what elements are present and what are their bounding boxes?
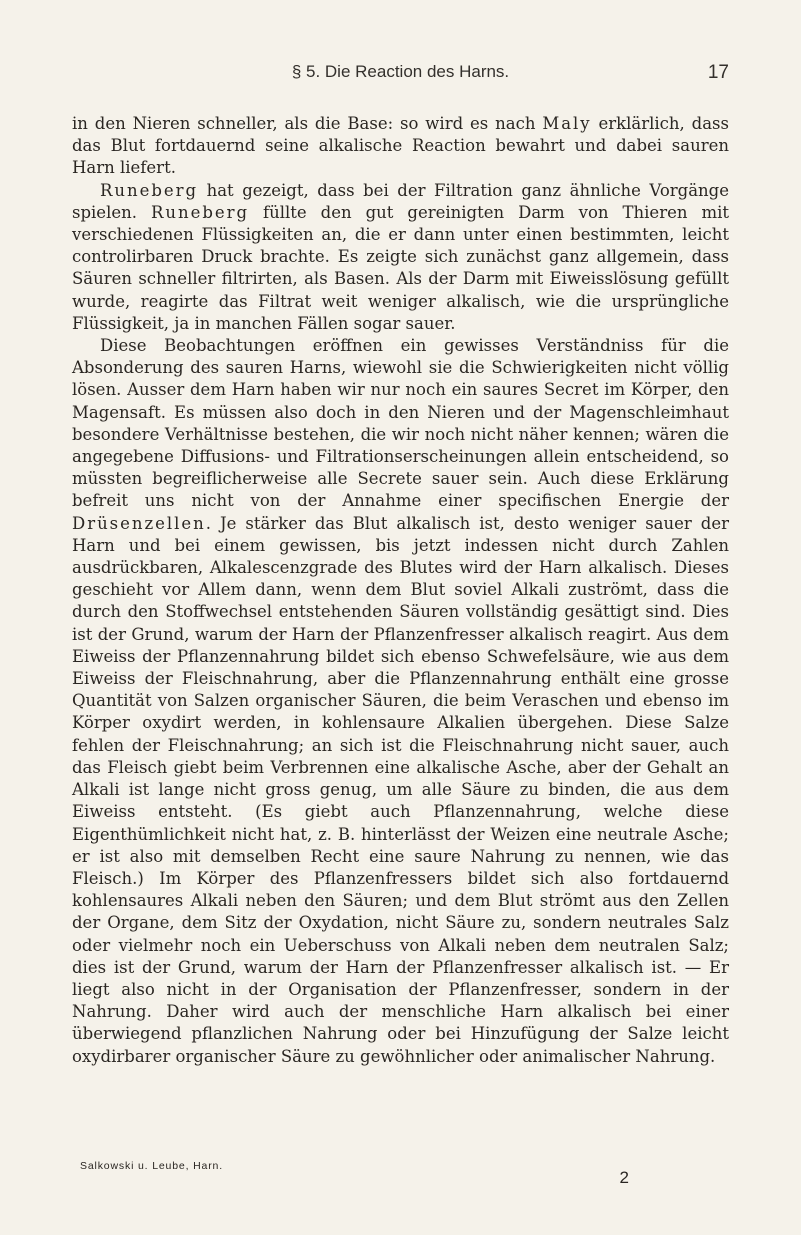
text-run: hat gezeigt, dass bei der Filtration ganz ähnliche Vorgänge spielen. <box>72 180 729 222</box>
text-run: erklärlich, dass das Blut fortdauernd seine alkalische Reaction bewahrt und dabei sauren Harn liefert. <box>72 114 729 178</box>
paragraph <box>72 113 729 180</box>
page-number: 17 <box>707 62 729 83</box>
spaced-name: Maly <box>542 114 592 133</box>
paragraph <box>72 335 729 1068</box>
signature-line: Salkowski u. Leube, Harn. <box>80 1160 223 1172</box>
page-footer <box>72 1160 729 1190</box>
sheet-mark: 2 <box>619 1168 629 1187</box>
text-run: füllte den gut gereinigten Darm von Thieren mit verschiedenen Flüssigkeiten an, die er dann unter einen bestimmten, leicht controlirbaren Druck brachte. Es zeigte sich zunächst ganz allgemein, dass Säuren schneller filtrirten, als Basen. Als der Darm mit Eiweisslösung gefüllt wurde, reagirte das Filtrat weit weniger alkalisch, wie die ursprüngliche Flüssigkeit, ja in manchen Fällen sogar sauer. <box>72 202 729 333</box>
spaced-name: Runeberg <box>100 180 199 200</box>
spaced-name: Runeberg <box>150 202 250 222</box>
text-run: in den Nieren schneller, als die Base: so wird es nach <box>72 114 543 133</box>
running-header <box>72 62 729 88</box>
text-run: Diese Beobachtungen eröffnen ein gewisses Verständniss für die Absonderung des sauren Harns, wiewohl sie die Schwierigkeiten nicht völlig lösen. Ausser dem Harn haben wir nur noch ein saures Secret im Körper, den Magensaft. Es müssen also doch in den Nieren und der Magenschleimhaut besondere Verhältnisse bestehen, die wir noch nicht näher kennen; wären die angegebene Diffusions- und Filtrationserscheinungen allein entscheidend, so müssten begreiflicherweise alle Secrete sauer sein. Auch diese Erklärung befreit uns nicht von der Annahme einer specifischen Energie der <box>72 336 729 511</box>
spaced-name: Drüsenzellen <box>72 513 206 533</box>
body-text <box>72 113 729 1068</box>
text-run: . Je stärker das Blut alkalisch ist, desto weniger sauer der Harn und bei einem gewissen, bis jetzt indessen nicht durch Zahlen ausdrückbaren, Alkalescenzgrade des Blutes wird der Harn alkalisch. Dieses geschieht vor Allem dann, wenn dem Blut soviel Alkali zuströmt, dass die durch den Stoffwechsel entstehenden Säuren vollständig gesättigt sind. Dies ist der Grund, warum der Harn der Pflanzenfresser alkalisch reagirt. Aus dem Eiweiss der Pflanzennahrung bildet sich ebenso Schwefelsäure, wie aus dem Eiweiss der Fleischnahrung, aber die Pflanzennahrung enthält eine grosse Quantität von Salzen organischer Säuren, die beim Veraschen und ebenso im Körper oxydirt werden, in kohlensaure Alkalien übergehen. Diese Salze fehlen der Fleischnahrung; an sich ist die Fleischnahrung nicht sauer, auch das Fleisch giebt beim Verbrennen eine alkalische Asche, aber der Gehalt an Alkali ist lange nicht gross genug, um alle Säure zu binden, die aus dem Eiweiss entsteht. (Es giebt auch Pflanzennahrung, welche diese Eigenthümlichkeit nicht hat, z. B. hinterlässt der Weizen eine neutrale Asche; er ist also mit demselben Recht eine saure Nahrung zu nennen, wie das Fleisch.) Im Körper des Pflanzenfressers bildet sich also fortdauernd kohlensaures Alkali neben den Säuren; und dem Blut strömt aus den Zellen der Organe, dem Sitz der Oxydation, nicht Säure zu, sondern neutrales Salz oder vielmehr noch ein Ueberschuss von Alkali neben dem neutralen Salz; dies ist der Grund, warum der Harn der Pflanzenfresser alkalisch ist. — Er liegt also nicht in der Organisation der Pflanzenfresser, sondern in der Nahrung. Daher wird auch der menschliche Harn alkalisch bei einer überwiegend pflanzlichen Nahrung oder bei Hinzufügung der Salze leicht oxydirbarer organischer Säure zu gewöhnlicher oder animalischer Nahrung. <box>72 513 729 1066</box>
chapter-title: § 5. Die Reaction des Harns. <box>291 62 510 81</box>
paragraph <box>72 180 729 335</box>
